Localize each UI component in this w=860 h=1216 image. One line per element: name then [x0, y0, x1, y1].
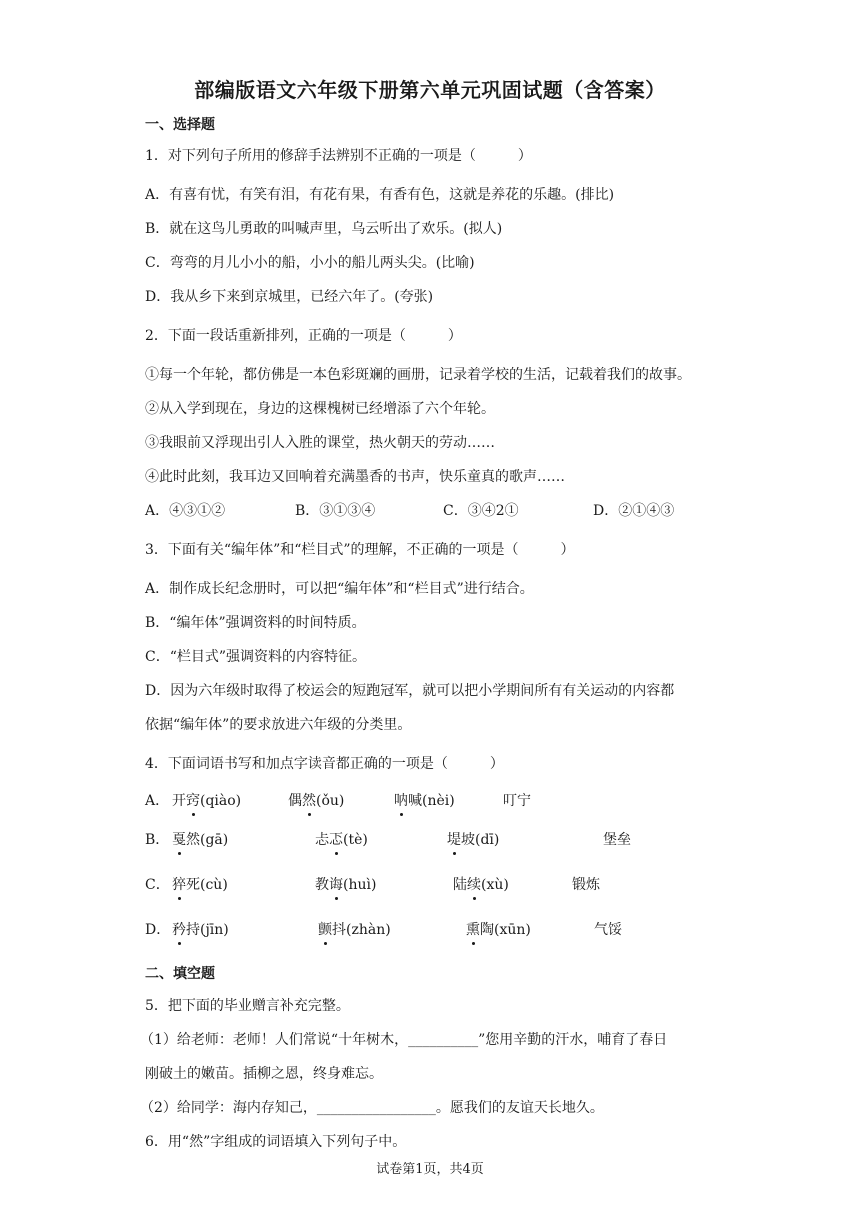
question-2-option-b: B．③①③④ — [295, 503, 376, 519]
question-4-option-a-word-3: 呐喊(nèi) — [394, 793, 455, 809]
section-heading-choice: 一、选择题 — [145, 117, 215, 133]
question-4-option-b-word-1: 戛然(gā) — [172, 832, 229, 848]
question-4-option-d-word-3: 熏陶(xūn) — [466, 922, 531, 938]
question-2-sentence-2: ②从入学到现在，身边的这棵槐树已经增添了六个年轮。 — [145, 401, 495, 417]
question-4-option-d-word-2: 颤抖(zhàn) — [318, 922, 391, 938]
question-2-option-d: D．②①④③ — [593, 503, 675, 519]
page-title: 部编版语文六年级下册第六单元巩固试题（含答案） — [194, 78, 666, 102]
question-2-sentence-3: ③我眼前又浮现出引人入胜的课堂，热火朝天的劳动…… — [145, 435, 495, 451]
question-4-option-c-word-2: 教诲(huì) — [315, 877, 377, 893]
question-3-stem: 3．下面有关“编年体”和“栏目式”的理解，不正确的一项是（ ） — [145, 542, 575, 558]
question-4-option-c-word-1: 猝死(cù) — [172, 877, 228, 893]
question-2-stem: 2．下面一段话重新排列，正确的一项是（ ） — [145, 328, 462, 344]
question-4-option-a-label: A． — [145, 793, 170, 809]
question-4-option-c-word-4: 锻炼 — [572, 877, 600, 893]
question-4-option-b-label: B． — [145, 832, 170, 848]
question-5-stem: 5．把下面的毕业赠言补充完整。 — [145, 998, 350, 1014]
question-3-option-b: B．“编年体”强调资料的时间特质。 — [145, 615, 366, 631]
question-4-option-b-word-3: 堤坡(dī) — [447, 832, 500, 848]
question-4-option-b-word-2: 忐忑(tè) — [315, 832, 368, 848]
question-4-option-b-word-4: 堡垒 — [603, 832, 631, 848]
question-4-option-d-word-1: 矜持(jīn) — [172, 922, 229, 938]
question-1-stem: 1．对下列句子所用的修辞手法辨别不正确的一项是（ ） — [145, 148, 532, 164]
question-4-option-a-word-1: 开窍(qiào) — [172, 793, 242, 809]
question-3-option-c: C．“栏目式”强调资料的内容特征。 — [145, 649, 367, 665]
question-6-stem: 6．用“然”字组成的词语填入下列句子中。 — [145, 1134, 407, 1150]
question-3-option-d-line-1: D．因为六年级时取得了校运会的短跑冠军，就可以把小学期间所有有关运动的内容都 — [145, 683, 675, 699]
question-1-option-c: C．弯弯的月儿小小的船，小小的船儿两头尖。(比喻) — [145, 255, 475, 271]
question-4-stem: 4．下面词语书写和加点字读音都正确的一项是（ ） — [145, 756, 504, 772]
question-1-option-d: D．我从乡下来到京城里，已经六年了。(夸张) — [145, 289, 434, 305]
question-5-part-2: （2）给同学：海内存知己，_________________。愿我们的友谊天长地久。 — [140, 1100, 604, 1116]
question-3-option-d-line-2: 依据“编年体”的要求放进六年级的分类里。 — [145, 717, 412, 733]
question-5-part-1-line-2: 刚破土的嫩苗。插柳之恩，终身难忘。 — [145, 1066, 383, 1082]
question-1-option-a: A．有喜有忧，有笑有泪，有花有果，有香有色，这就是养花的乐趣。(排比) — [145, 187, 615, 203]
question-4-option-a-word-4: 叮宁 — [503, 793, 531, 809]
question-4-option-c-label: C． — [145, 877, 170, 893]
section-heading-fill: 二、填空题 — [145, 966, 215, 982]
question-4-option-a-word-2: 偶然(ǒu) — [288, 793, 345, 809]
question-2-option-a: A．④③①② — [145, 503, 226, 519]
question-1-option-b: B．就在这鸟儿勇敢的叫喊声里，乌云听出了欢乐。(拟人) — [145, 221, 503, 237]
question-3-option-a: A．制作成长纪念册时，可以把“编年体”和“栏目式”进行结合。 — [145, 581, 534, 597]
question-4-option-d-label: D． — [145, 922, 171, 938]
question-2-sentence-1: ①每一个年轮，都仿佛是一本色彩斑斓的画册，记录着学校的生活，记载着我们的故事。 — [145, 367, 691, 383]
question-4-option-c-word-3: 陆续(xù) — [453, 877, 509, 893]
question-2-sentence-4: ④此时此刻，我耳边又回响着充满墨香的书声，快乐童真的歌声…… — [145, 469, 565, 485]
page-footer: 试卷第1页，共4页 — [376, 1162, 484, 1177]
question-5-part-1-line-1: （1）给老师：老师！人们常说“十年树木，__________”您用辛勤的汗水，哺育了春日 — [140, 1032, 668, 1048]
question-4-option-d-word-4: 气馁 — [594, 922, 622, 938]
question-2-option-c: C．③④2① — [443, 503, 519, 519]
